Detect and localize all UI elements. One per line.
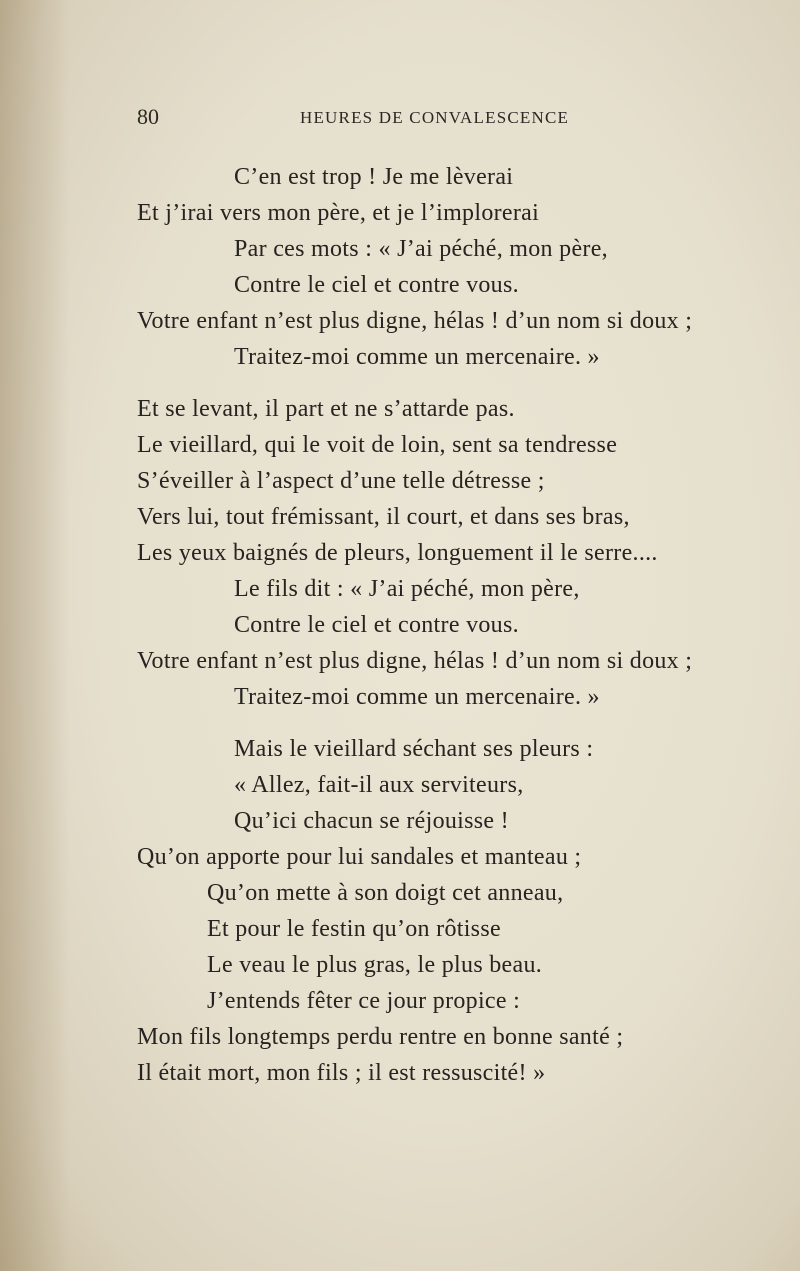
poem-line: Il était mort, mon fils ; il est ressuscité! »: [137, 1060, 546, 1086]
page-number: 80: [137, 104, 159, 129]
poem-line: Mon fils longtemps perdu rentre en bonne santé ;: [137, 1024, 624, 1050]
poem-line: Votre enfant n’est plus digne, hélas ! d’un nom si doux ;: [137, 308, 693, 334]
poem-line: Vers lui, tout frémissant, il court, et dans ses bras,: [137, 504, 630, 530]
poem-line: Le veau le plus gras, le plus beau.: [207, 952, 543, 978]
poem-line: Votre enfant n’est plus digne, hélas ! d’un nom si doux ;: [137, 648, 693, 674]
poem-line: Et se levant, il part et ne s’attarde pas.: [137, 396, 515, 422]
poem-line: Et pour le festin qu’on rôtisse: [207, 916, 501, 942]
poem-line: Les yeux baignés de pleurs, longuement il le serre....: [137, 540, 658, 566]
poem-line: C’en est trop ! Je me lèverai: [234, 164, 514, 190]
poem-line: Contre le ciel et contre vous.: [234, 272, 519, 298]
poem-line: Le vieillard, qui le voit de loin, sent sa tendresse: [137, 432, 618, 458]
poem-line: J’entends fêter ce jour propice :: [207, 988, 521, 1014]
poem-line: S’éveiller à l’aspect d’une telle détresse ;: [137, 468, 545, 494]
poem-line: Qu’on apporte pour lui sandales et manteau ;: [137, 844, 582, 870]
poem-line: Traitez-moi comme un mercenaire. »: [234, 344, 600, 370]
poem-line: Par ces mots : « J’ai péché, mon père,: [234, 236, 608, 262]
poem-line: Et j’irai vers mon père, et je l’implorerai: [137, 200, 540, 226]
running-title: HEURES DE CONVALESCENCE: [300, 108, 570, 127]
poem-line: « Allez, fait-il aux serviteurs,: [234, 772, 524, 798]
poem-line: Traitez-moi comme un mercenaire. »: [234, 684, 600, 710]
poem-line: Mais le vieillard séchant ses pleurs :: [234, 736, 594, 762]
poem-line: Qu’ici chacun se réjouisse !: [234, 808, 509, 834]
poem-line: Le fils dit : « J’ai péché, mon père,: [234, 576, 580, 602]
page-edge-shadow: [0, 0, 70, 1271]
page-header: [137, 104, 597, 134]
poem-line: Contre le ciel et contre vous.: [234, 612, 519, 638]
poem-line: Qu’on mette à son doigt cet anneau,: [207, 880, 564, 906]
